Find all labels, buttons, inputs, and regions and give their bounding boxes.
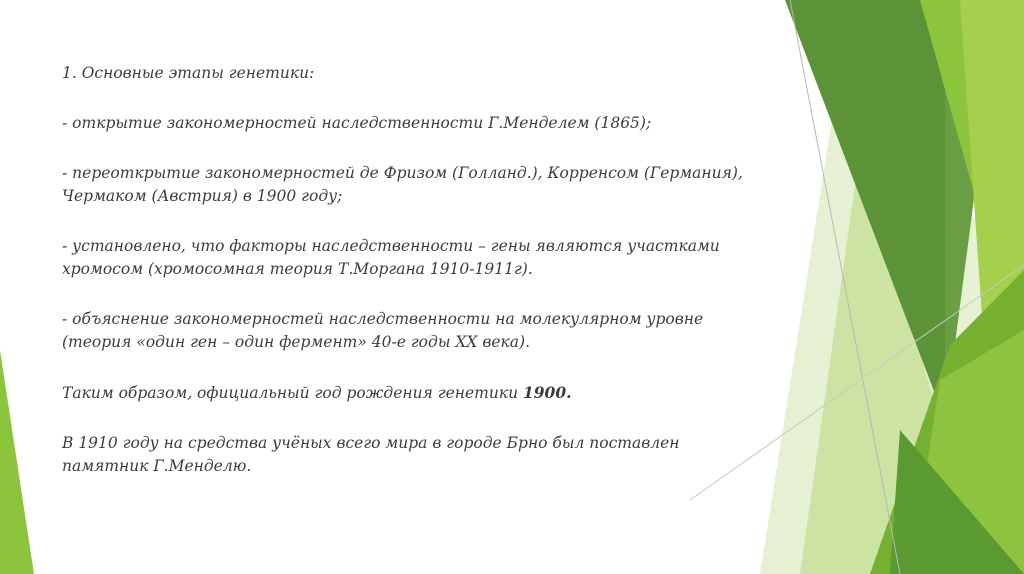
list-item-mendel: - открытие закономерностей наследственности Г.Менделем (1865); (62, 114, 652, 132)
list-item-molecular-level: - объяснение закономерностей наследственности на молекулярном уровне (теория «один ген – один фермент» 40-е годы XX века). (62, 310, 704, 351)
slide-content (62, 62, 762, 505)
left-green-sliver (0, 350, 34, 574)
conclusion-text (62, 381, 762, 405)
conclusion-year: 1900. (522, 383, 572, 402)
slide-title: 1. Основные этапы генетики: (62, 64, 315, 82)
list-item-rediscovery: - переоткрытие закономерностей де Фризом (Голланд.), Корренсом (Германия), Чермаком (Австрия) в 1900 году; (62, 164, 743, 205)
list-item-chromosome-theory: - установлено, что факторы наследственности – гены являются участками хромосом (хромосомная теория Т.Моргана 1910-1911г). (62, 237, 720, 278)
monument-text: В 1910 году на средства учёных всего мира в городе Брно был поставлен памятник Г.Менделю. (62, 434, 680, 475)
conclusion-prefix: Таким образом, официальный год рождения генетики (62, 384, 523, 402)
